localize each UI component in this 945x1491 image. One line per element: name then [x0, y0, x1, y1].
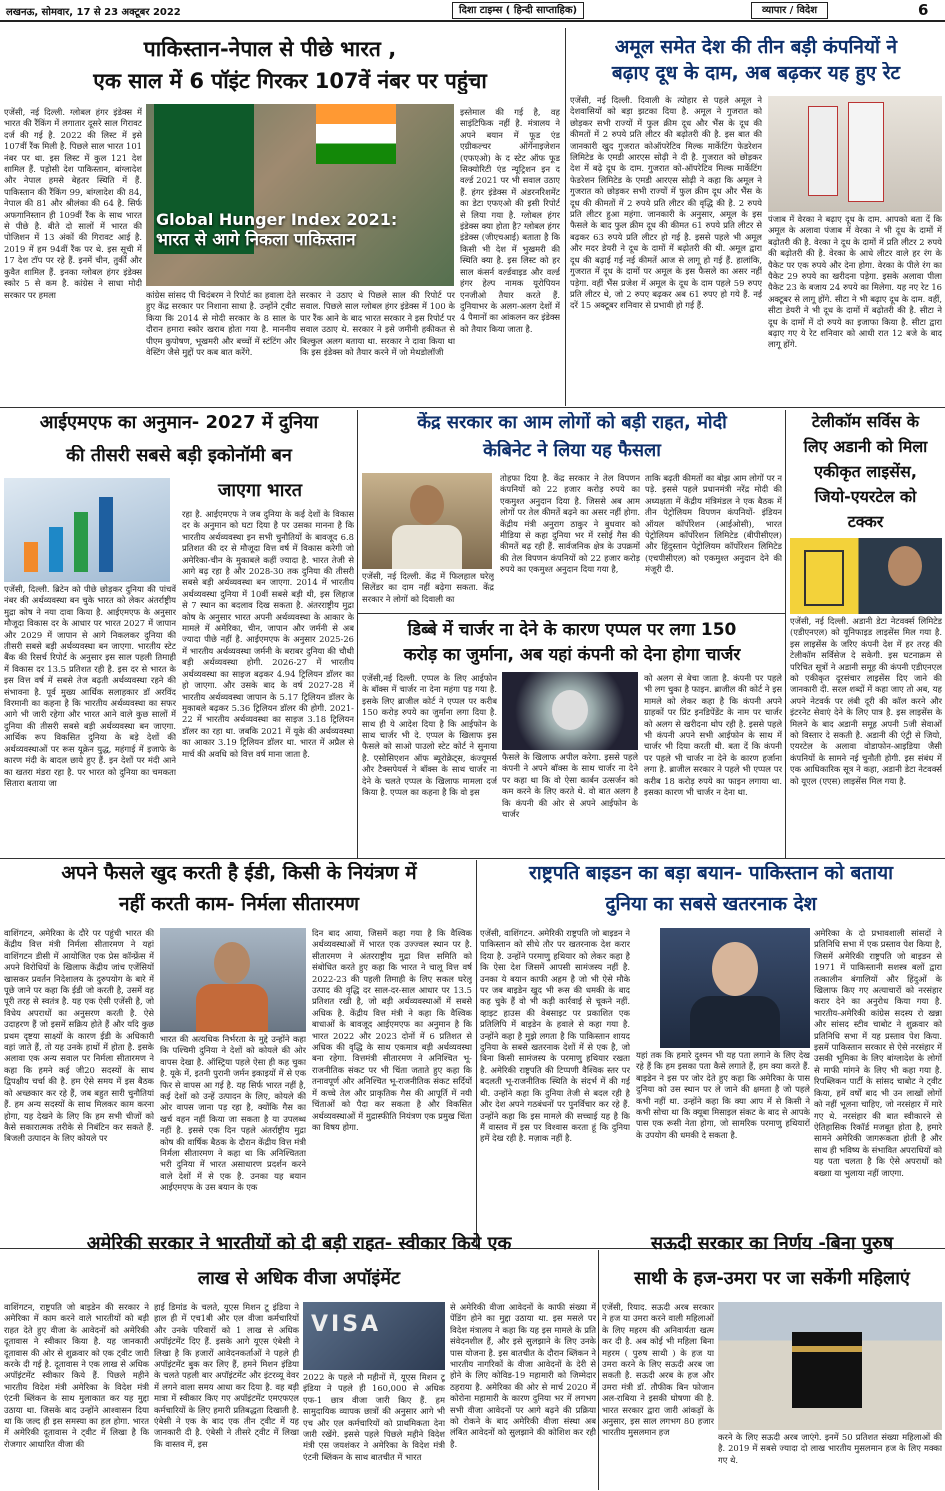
a5-headline-5: टक्कर — [847, 512, 884, 531]
a10-column-1: एजेंसी, रियाद. सऊदी अरब सरकार ने हज या उमरा करने वाली महिलाओं के लिए महरम की अनिवार्यता खत्म कर दी है. अब कोई भी महिला बिना महरम ( पुरुष साथी ) के हज या उमरा करने के लिए सऊदी अरब जा सकती है. सऊदी अरब के हज और उमरा मंत्री डॉ. तौफीक बिन फोजान अल-राबिया ने इसकी घोषणा की है. भारत सरकार द्वारा जारी आंकड़ों के अनुसार, इस साल लगभग 80 हजार भारतीय मुसलमान हज — [602, 1302, 714, 1438]
a9-headline-2: लाख से अधिक वीजा अपॉइंमेंट — [197, 1268, 401, 1289]
a3-headline-1: आईएमएफ का अनुमान- 2027 में दुनिया — [39, 412, 319, 433]
a2-column-2: पंजाब में वेरका ने बढ़ाए दूध के दाम. आपको बता दें कि अमूल के अलावा पंजाब में वेरका ने भी दूध के दामों में बढ़ोतरी की है. वेरका ने दूध के दामों में प्रति लीटर 2 रुपये की बढ़ोतरी की है. वेरका के आधे लीटर वाले हर रंग के पैकेट पर एक रुपये और देना होगा. वेरका के पीले रंग का पैकेट 29 रुपये का खरीदना पड़ेगा. इसके अलावा पीला पैकेट 23 के बजाय 24 रुपये का मिलेगा. यह नए रेट 16 अक्टूबर से लागू होंगे. सीटा ने भी बढ़ाए दूध के दाम. वहीं, सीटा डेयरी ने भी दूध के दामों में बढ़ोतरी की है. सीटा ने दूध के दामों में दो रुपये का इजाफा किया है. सीटा द्वारा बढ़ाए गए ये रेट शनिवार को आधी रात 12 बजे के बाद लागू होंगे. — [768, 214, 942, 350]
a8-column-3: अमेरिका के दो प्रभावशाली सांसदों ने प्रतिनिधि सभा में एक प्रस्ताव पेश किया है, जिसमें अमेरिकी राष्ट्रपति जो बाइडन से 1971 में पाकिस्तानी सशस्त्र बलों द्वारा तत्कालीन बंगालियों और हिंदुओं के खिलाफ किए गए अत्याचारों को नरसंहार करार देने का अनुरोध किया गया है. भारतीय-अमेरिकी कांग्रेस सदस्य रो खन्ना और सांसद स्टीव चाबोट ने शुक्रवार को प्रतिनिधि सभा में यह प्रस्ताव पेश किया. इसमें पाकिस्तान सरकार से ऐसे नरसंहार में उसकी भूमिका के लिए बांग्लादेश के लोगों से माफी मांगने के लिए भी कहा गया है. रिपब्लिकन पार्टी के सांसद चाबोट ने ट्वीट किया, हमें वर्षों बाद भी उन लाखों लोगों को नहीं भूलना चाहिए, जो नरसंहार में मारे गए थे. नरसंहार की बात स्वीकारने से ऐतिहासिक रिकॉर्ड मजबूत होता है, हमारे सामने अमेरिकी जागरूकता होती है और साथ ही भविष्य के संभावित अपराधियों को यह पता चलता है कि ऐसे अपराधों को बख्शा या भुलाया नहीं जाएगा. — [814, 928, 942, 1178]
a7-column-1: वाशिंगटन, अमेरिका के दौरे पर पहुंची भारत की केंद्रीय वित्त मंत्री निर्मला सीतारमण ने यहां वाशिंगटन डीसी में आयोजित एक प्रेस कॉन्फ्रेंस में अपने विरोधियों के खिलाफ केंद्रीय जांच एजेंसियों खासकर प्रवर्तन निदेशालय के दुरुपयोग के बारे में पूछे जाने पर कहा कि ईडी जो करती है, उसमें वह पूरी तरह से स्वतंत्र है. यह एक ऐसी एजेंसी है, जो विधेय अपराधों का अनुसरण करती है. ऐसे उदाहरण हैं जो इसमें सक्रिय होते हैं और यदि कुछ प्रथम दृष्टया साक्ष्यों के कारण ईडी के अधिकारी वहां जाते हैं, तो यह उनके हाथों में होता है. इसके अलावा एक अन्य सवाल पर निर्मला सीतारमण ने कहा कि हमने कई जी20 सदस्यों के साथ द्विपक्षीय चर्चा की है. हम ऐसे समय में इस बैठक को अच्छकार कर रहे हैं, जब बहुत सारी चुनौतियां हैं. हम अन्य सदस्यों के साथ मिलकर काम करना होगा, यह देखने के लिए कि हम सभी चीजों को कैसे सकारात्मक तरीके से निबंटिन कर सकते हैं. बिजली उत्पादन के लिए कोयले पर — [4, 928, 154, 1144]
a9-photo-visa — [303, 1302, 445, 1370]
a6-headline-1: डिब्बे में चार्जर ना देने के कारण एप्पल पर लगा 150 — [407, 620, 737, 640]
a2-photo-milk — [768, 96, 942, 212]
section-label: व्यापार / विदेश — [751, 2, 828, 19]
a2-headline-1: अमूल समेत देश की तीन बड़ी कंपनियों ने — [614, 36, 898, 58]
a4-column-1: एजेंसी, नई दिल्ली. केंद्र में फिलहाल घरेलू सिलेंडर का दाम नहीं बढ़ेगा सकता. केंद्र सरकार ने लोगों को दिवाली का — [362, 571, 494, 604]
a6-photo-apple-logo — [502, 672, 638, 750]
person-icon — [410, 485, 444, 525]
a7-column-3: दिन बाद आया, जिसमें कहा गया है कि वैश्विक अर्थव्यवस्थाओं में भारत एक उज्ज्वल स्थान पर है. सीतारमण ने अंतरराष्ट्रीय मुद्रा वित्त समिति को संबोधित करते हुए कहा कि भारत ने चालू वित्त वर्ष 2022-23 की पहली तिमाही के लिए सकल घरेलू उत्पाद की वृद्धि दर साल-दर-साल आधार पर 13.5 प्रतिशत रखी है, जो बड़ी अर्थव्यवस्थाओं में सबसे अधिक है. केंद्रीय वित्त मंत्री ने कहा कि वैश्विक बाधाओं के बावजूद आईएमएफ का अनुमान है कि भारत 2022 और 2023 दोनों में 6 प्रतिशत से अधिक की वृद्धि के साथ एकमात्र बड़ी अर्थव्यवस्था बना रहेगा. वित्तमंत्री सीतारमण ने अनिश्चित भू-राजनीतिक संकट पर भी चिंता जताते हुए कहा कि तनावपूर्ण और अनिश्चित भू-राजनीतिक संकट सर्दियों में कच्चे तेल और प्राकृतिक गैस की आपूर्ति में नयी चिंताओं को पैदा कर सकता है और विकसित अर्थव्यवस्थाओं में मुद्रास्फीति नियंत्रण एक प्रमुख चिंता का विषय होगा. — [312, 928, 472, 1132]
a1-column-1: एजेंसी, नई दिल्ली. ग्लोबल हंगर इंडेक्स में भारत की रैंकिंग में लगातार दूसरे साल गिरावट दर्ज की गई है. 2022 की लिस्ट में इसे 107वीं रैंक मिली है. पिछले साल भारत 101 नंबर पर था. इस लिस्ट में कुल 121 देश शामिल हैं. पड़ोसी देश पाकिस्तान, बांग्लादेश और नेपाल हमसे बेहतर स्थिति में हैं. पाकिस्तान की रैंकिंग 99, बांग्लादेश की 84, नेपाल की 81 और श्रीलंका की 64 है. सिर्फ अफगानिस्तान ही 109वीं रैंक के साथ भारत से पीछे है. बीते दो सालों में भारत की पोजिशन में 13 अंकों की गिरावट आई है. 2019 में हम 94वीं रैंक पर थे. इस सूची में 17 देश टॉप पर रहे हैं. इनमें चीन, तुर्की और कुवैत शामिल हैं. इनका ग्लोबल हंगर इंडेक्स स्कोर 5 से कम है. कांग्रेस ने साधा मोदी सरकार पर हमला — [4, 107, 142, 300]
milk-pack-icon — [808, 106, 838, 196]
a1-photo-title: Global Hunger Index 2021: — [156, 210, 398, 229]
paper-name: दिशा टाइम्स ( हिन्दी साप्ताहिक) — [452, 2, 584, 19]
tower-icon — [804, 550, 844, 606]
a5-photo-adani — [790, 538, 942, 614]
a9-column-4: से अमेरिकी वीजा आवेदनों के काफी संख्या में पेंडिंग होने का मुद्दा उठाया था. इस मसले पर विदेश मंत्रालय ने कहा कि यह इस मामले के प्रति संवेदनशील हैं, और इसे सुलझाने के लिए उनके पास योजना है. इस बातचीत के दौरान ब्लिंकन ने भारतीय नागरिकों के वीजा आवेदनों के देरी से होने के लिए कोविड-19 महामारी को जिम्मेदार ठहराया है. अमेरिका की ओर से मार्च 2020 में कोरोना महामारी के कारण दुनिया भर में लगभग सभी वीजा आवेदनों पर आगे बढ़ने की प्रक्रिया को रोकने के बाद अमेरिकी वीजा संस्था अब लंबित आवेदनों को सुलझाने की कोशिश कर रही है. — [450, 1302, 596, 1449]
a4-column-3: ताकि बढ़ती कीमतों का बोझ आम लोगों पर न पड़े. इससे पहले प्रधानमंत्री नरेंद्र मोदी की अध्यक्षता में केंद्रीय मंत्रिमंडल ने एक बैठक में तीन पेट्रोलियम विपणन कंपनियों- इंडियन ऑयल कॉर्पोरेशन (आईओसी), भारत पेट्रोलियम कॉर्पोरेशन लिमिटेड (बीपीसीएल) और हिंदुस्तान पेट्रोलियम कॉर्पोरेशन लिमिटेड (एचपीसीएल) को एकमुश्त अनुदान देने की मंजूरी दी. — [645, 473, 782, 575]
a8-headline-1: राष्ट्रपति बाइडन का बड़ा बयान- पाकिस्तान को बताया — [528, 862, 894, 884]
a7-headline-2: नहीं करती काम- निर्मला सीतारमण — [119, 893, 359, 915]
a10-headline-2: साथी के हज-उमरा पर जा सकेंगी महिलाएं — [634, 1268, 910, 1289]
a3-headline-2: की तीसरी सबसे बड़ी इकोनॉमी बन — [66, 445, 292, 466]
person-icon — [214, 942, 250, 984]
a1-photo — [146, 104, 454, 286]
a1-column-3: सरकार ने उठाए थे पिछले साल की रिपोर्ट पर सवाल. पिछले साल ग्लोबल हंगर इंडेक्स में 100 के पार रैंक आने के बाद भारत सरकार ने इस रिपोर्ट पर सवाल उठाए थे. सरकार ने इसे जमीनी हकीकत से बिल्कुल अलग बताया था. सरकार ने दावा किया था कि इस इंडेक्स को तैयार करने में जो मेथडोलॉजी — [300, 290, 455, 358]
a5-headline-4: जियो-एयरटेल को — [814, 487, 917, 506]
a1-photo-caption-2: भारत से आगे निकला पाकिस्तान — [156, 230, 356, 250]
a6-column-1: एजेंसी,नई दिल्ली. एप्पल के लिए आईफोन के बॉक्स में चार्जर ना देना महंगा पड़ गया है. इसके लिए ब्राजील कोर्ट ने एप्पल पर करीब 150 करोड़ रुपये का जुर्माना लगा दिया है. साथ ही ये आदेश दिया है कि आईफोन के साथ चार्जर भी दे. एप्पल के खिलाफ इस फैसले को साओ पाउलो स्टेट कोर्ट ने सुनाया है. एसोसिएशन ऑफ ब्यूरोक्रेट्स, कंज्यूमर्स और टैक्सपेयर्स ने बॉक्स के साथ चार्जर ना देने के चलते एप्पल के खिलाफ मामला दर्ज किया है. एप्पल का कहना है कि वो इस — [362, 673, 497, 798]
masthead — [0, 0, 945, 22]
a8-column-2: यहां तक कि हमारे दुश्मन भी यह पता लगाने के लिए देख रहे हैं कि हम इसका पता कैसे लगाते हैं, हम क्या करते हैं. बाइडेन ने इस पर जोर देते हुए कहा कि अमेरिका के पास दुनिया को उस स्थान पर ले जाने की क्षमता है जो पहले कभी नहीं था. उन्होंने कहा कि क्या आप में से किसी ने कभी सोचा था कि क्यूबा मिसाइल संकट के बाद से आपके पास एक रूसी नेता होगा, जो सामरिक परमाणु हथियारों के उपयोग की धमकी दे सकता है. — [636, 1050, 810, 1140]
person-icon — [712, 942, 758, 996]
a9-headline-1: अमेरिकी सरकार ने भारतीयों को दी बड़ी राहत- स्वीकार किये एक — [86, 1233, 512, 1254]
a4-photo-minister — [362, 473, 492, 569]
a8-headline-2: दुनिया का सबसे खतरनाक देश — [605, 893, 817, 915]
a10-column-2: करने के लिए सऊदी अरब जाएंगे. इनमें 50 प्रतिशत संख्या महिलाओं की है. 2019 में सबसे ज्यादा दो लाख भारतीय मुसलमान हज के लिए मक्का गए थे. — [718, 1432, 942, 1465]
a10-photo-kaaba — [718, 1302, 942, 1430]
visa-label: VISA — [311, 1312, 382, 1337]
a10-headline-1: सऊदी सरकार का निर्णय -बिना पुरुष — [650, 1233, 894, 1254]
a6-photo-caption: फैसले के खिलाफ अपील करेगा. इससे पहले कंपनी ने अपने बॉक्स के साथ चार्जर ना देने पर कहा था कि वो ऐसा कार्बन उत्सर्जन को कम करने के लिए करते थे. वो बात अलग है कि कंपनी की ओर से अपने आईफोन के चार्जर — [502, 752, 638, 820]
a8-column-1: एजेंसी, वाशिंगटन. अमेरिकी राष्ट्रपति जो बाइडन ने पाकिस्तान को सीधे तौर पर खतरनाक देश करार दिया है. उन्होंने परमाणु हथियार को लेकर कहा है कि ऐसा देश जिसमें आपसी सामंजस्य नहीं है. उनका ये बयान काफी अहम है जो भी ऐसे मौके पर जब बाइडेन खुद भी रूस की धमकी के बाद कह चुके हैं वो भी कड़ी कार्रवाई से चूकने नहीं. व्हाइट हाउस की वेबसाइट पर प्रकाशित एक प्रतिलिपि में बाइडेन के हवाले से कहा गया है. उन्होंने कहा है मुझे लगता है कि पाकिस्तान शायद दुनिया के सबसे खतरनाक देशों में से एक है, जो बिना किसी सामंजस्य के परमाणु हथियार रखता है. अमेरिकी राष्ट्रपति की टिप्पणी वैश्विक स्तर पर बदलती भू-राजनीतिक स्थिति के संदर्भ में की गई थी. उन्होंने कहा कि दुनिया तेजी से बदल रही है और देश अपने गठबंधनों पर पुनर्विचार कर रहे हैं. उन्होंने कहा कि इस मामले की सच्चाई यह है कि मैं वास्तव में इस पर विश्वास करता हूं कि दुनिया हमें देख रही है. मज़ाक नहीं है. — [480, 928, 630, 1144]
a7-headline-1: अपने फैसले खुद करती है ईडी, किसी के नियंत्रण में — [61, 862, 417, 884]
a5-headline-1: टेलीकॉम सर्विस के — [811, 412, 920, 431]
a8-photo-biden — [660, 928, 810, 1048]
a3-column-1: एजेंसी, दिल्ली. ब्रिटेन को पीछे छोड़कर दुनिया की पांचवें नंबर की अर्थव्यवस्था बन चुके भारत को लेकर अंतर्राष्ट्रीय मुद्रा कोष ने नया दावा किया है. आईएमएफ के अनुसार मौजूदा विकास दर के आधार पर भारत 2027 में जापान और 2029 में जापान से आगे निकलकर दुनिया की तीसरी सबसे बड़ी अर्थव्यवस्था बन जाएगा. भारतीय स्टेट बैंक की रिसर्च रिपोर्ट के अनुसार इस साल पहली तिमाही में विकास दर 13.5 प्रतिशत रही है. इस दर से भारत के इस वित्त वर्ष में सबसे तेज बढ़ती अर्थव्यवस्था रहने की संभावना है. पूर्व मुख्य आर्थिक सलाहकार डॉ अरविंद विरमानी का कहना है कि भारतीय अर्थव्यवस्था का सफर आगे भी जारी रहेगा और भारत आने वाले कुछ सालों में दुनिया की तीसरी सबसे बड़ी अर्थव्यवस्था बन जाएगा. आर्थिक रूप विकसित दुनिया के बड़े देशों की अर्थव्यवस्थाओं पर रूस यूक्रेन युद्ध, महंगाई में इजाफे के कारण मंदी के बादल छाये हुए हैं. इन देशों पर मंदी आने का खतरा मंडरा रहा है. पर भारत को दुनिया का चमकता सितारा बताया जा — [4, 584, 176, 788]
a9-column-2: हाई डिमांड के चलते, यूएस मिशन टू इंडिया ने हाल ही में एच1बी और एल वीजा कर्मचारियों और उनके परिवारों को 1 लाख से अधिक अपॉइंटमेंट दिए हैं. इसके आगे यूएस एंबेसी ने लिखा है कि हजारों आवेदनकर्ताओं ने पहले ही अपॉइंटमेंट बुक कर लिए हैं, हमने मिशन इंडिया के चलते पहली बार अपॉइंटमेंट और इंटरव्यू वेवर में लगने वाला समय आधा कर दिया है. वह बड़ी मात्रा में स्वीकार किए गए अपॉइंटमेंट एमएफएल कर्मचारियों के लिए हमारी प्रतिबद्धता दिखाती है. एंबेसी ने एक के बाद एक तीन ट्वीट में यह जानकारी दी है. एंबेसी ने तीसरे ट्वीट में लिखा कि वास्तव में, इस — [154, 1302, 299, 1449]
a7-column-2: भारत की अत्यधिक निर्भरता के मुद्दे उन्होंने कहा कि पश्चिमी दुनिया ने देशों को कोयले की ओर वापस देखा है. ऑस्ट्रिया पहले ऐसा ही कह चुका है. यूके में, इतनी पुरानी जर्मन इकाइयों में से एक फिर से वापस आ गई है. यह सिर्फ भारत नहीं है, कई देशों को उन्हें उत्पादन के लिए, कोयले की ओर वापस जाना पड़ रहा है, क्योंकि गैस का खर्च वहन नहीं किया जा सकता है या उपलब्ध नहीं है. इससे एक दिन पहले अंतर्राष्ट्रीय मुद्रा कोष की वार्षिक बैठक के दौरान केंद्रीय वित्त मंत्री निर्मला सीतारमण ने कहा था कि अनिश्चितता भरी दुनिया में भारत असाधारण प्रदर्शन करने वाले देशों में से एक है. उनका यह बयान आईएमएफ के उस बयान के एक — [160, 1034, 306, 1193]
a5-column-1: एजेंसी, नई दिल्ली. अडानी डेटा नेटवर्क्स लिमिटेड (एडीएनएल) को यूनिफाइड लाइसेंस मिल गया है. इस लाइसेंस के जरिए कंपनी देश में हर तरह की टेलीकॉम सर्विसेज दे सकेगी. इस घटनाक्रम से परिचित सूत्रों ने अडानी समूह की कंपनी एडीएनएल को एकीकृत दूरसंचार लाइसेंस दिए जाने की जानकारी दी. सरल शब्दों में कहा जाए तो अब, यह अपने नेटवर्क पर लंबी दूरी की कॉल करने और इंटरनेट सेवाएं देने के लिए पात्र है. इस लाइसेंस के मिलने के बाद अडानी समूह अपनी 5जी सेवाओं को विस्तार दे सकती है. अडानी की एंट्री से जियो, एयरटेल के अलावा वोडाफोन-आइडिया जैसी कंपनियों के सामने नई चुनौती होगी. इस संबंध में एक आधिकारिक सूत्र ने कहा, अडानी डेटा नेटवर्क्स को यूएल (एएस) लाइसेंस मिल गया है. — [790, 616, 942, 786]
a1-headline-1: पाकिस्तान-नेपाल से पीछे भारत , — [143, 37, 397, 61]
a3-headline-3: जाएगा भारत — [218, 480, 302, 501]
a9-column-1: वाशिंगटन, राष्ट्रपति जो बाइडेन की सरकार ने अमेरिका में काम करने वाले भारतीयों को बड़ी राहत देते हुए वीजा के आवेदनों को अमेरिकी दूतावास ने स्वीकार किया है. यह जानकारी दूतावास की ओर से शुक्रवार को एक ट्वीट जारी करके दी गई है. दूतावास ने एक लाख से अधिक अपॉइंटमेंट स्वीकार किये हैं. पिछले महीने भारतीय विदेश मंत्री अमेरिका के विदेश मंत्री एंटनी ब्लिंकन के साथ मुलाकात कर यह मुद्दा उठाया था. जिसके बाद उन्होंने आश्वासन दिया था कि जल्द ही इस समस्या का हल होगा. भारत में अमेरिकी दूतावास ने ट्वीट में लिखा है कि रोजगार आधारित वीजा की — [4, 1302, 149, 1449]
a2-headline-2: बढ़ाए दूध के दाम, अब बढ़कर यह हुए रेट — [611, 62, 901, 84]
a4-column-2: तोहफा दिया है. केंद्र सरकार ने तेल विपणन कंपनियों को 22 हजार करोड़ रुपये का एकमुश्त अनुदान दिया है. जिससे अब आम लोगों पर तेल कीमतें बढ़ने का असर नहीं होगा. केंद्रीय मंत्री अनुराग ठाकुर ने बुधवार को मीडिया से कहा दुनिया भर में रसोई गैस की कीमतें बढ़ रही हैं. सार्वजनिक क्षेत्र के उपक्रमों की तेल विपणन कंपनियों को 22 हजार करोड़ रुपये का एकमुश्त अनुदान दिया गया है, — [500, 473, 640, 575]
dateline: लखनऊ, सोमवार, 17 से 23 अक्टूबर 2022 — [6, 7, 181, 18]
a1-column-2: कांग्रेस सांसद पी चिदंबरम ने रिपोर्ट का हवाला देते हुए केंद्र सरकार पर निशाना साधा है. उन्होंने ट्वीट किया कि 2014 से मोदी सरकार के 8 साल के दौरान हमारा स्कोर खराब होता गया है. माननीय पीएम कुपोषण, भूखमरी और बच्चों में स्टंटिंग और वेस्टिंग जैसे मुद्दों पर कब बात करेंगे. — [146, 290, 296, 358]
a6-headline-2: करोड़ का जुर्माना, अब यहां कंपनी को देना होगा चार्जर — [403, 645, 741, 665]
a3-column-2: रहा है. आईएमएफ ने जब दुनिया के कई देशों के विकास दर के अनुमान को घटा दिया है पर उसका मानना है कि भारतीय अर्थव्यवस्था इन सभी चुनौतियों के बावजूद 6.8 प्रतिशत की दर से मौजूदा वित्त वर्ष में विकास करेगी जो अमेरिका-चीन के मुकाबले कहीं ज्यादा है. भारत तेजी से आगे बढ़ रहा है और 2028-30 तक दुनिया की तीसरी सबसे बड़ी अर्थव्यवस्था बन जाएगा. 2014 में भारतीय अर्थव्यवस्था दुनिया में 10वीं सबसे बड़ी थी, इस लिहाज से 7 स्थान का बदलाव दिख सकता है. अंतरराष्ट्रीय मुद्रा कोष के अनुसार भारत अपनी अर्थव्यवस्था के आकार के मामले में अमेरिका, चीन, जापान और जर्मनी से अब ज्यादा पीछे नहीं है. आईएमएफ के अनुसार 2025-26 में भारतीय अर्थव्यवस्था जर्मनी के बराबर दुनिया की चौथी बड़ी अर्थव्यवस्था होगी. 2026-27 में भारतीय अर्थव्यवस्था का साइज बढ़कर 4.94 ट्रिलियन डॉलर का हो जाएगा. और उसके बाद के वर्ष 2027-28 में भारतीय अर्थव्यवस्था जापान के 5.17 ट्रिलियन डॉलर के मुकाबले बढ़कर 5.36 ट्रिलियन डॉलर की होगी. 2021-22 में भारतीय अर्थव्यवस्था का साइज 3.18 ट्रिलियन डॉलर का रहा था. जबकि 2021 में यूके की अर्थव्यवस्था का आकार 3.19 ट्रिलियन डॉलर था. भारत में अप्रैल से मार्च की अवधि को वित्त वर्ष माना जाता है. — [182, 509, 354, 759]
person-icon — [888, 546, 922, 586]
a1-column-4: इस्तेमाल की गई है, वह साइंटिफिक नहीं है. मंत्रालय ने अपने बयान में फूड एंड एग्रीकल्चर ऑर्गेनाइजेशन (एफएओ) के द स्टेट ऑफ फूड सिक्योरिटी एंड न्यूट्रिशन इन द वर्ल्ड 2021 पर भी सवाल उठाए हैं. हंगर इंडेक्स में अंडरनरिशमेंट का डेटा एफएओ की इसी रिपोर्ट से लिया गया है. ग्लोबल हंगर इंडेक्स क्या होता है? ग्लोबल हंगर इंडेक्स (जीएचआई) बताता है कि किसी भी देश में भुखमरी की स्थिति क्या है. इस लिस्ट को हर साल कंसर्न वर्ल्डवाइड और वर्ल्ड हंगर हेल्प नामक यूरोपियन एनजीओ तैयार करते हैं. दुनियाभर के अलग-अलग देशों में 4 पैमानों का आंकलन कर इंडेक्स को तैयार किया जाता है. — [460, 107, 560, 334]
a5-headline-3: एकीकृत लाइसेंस, — [814, 462, 917, 481]
milk-pack-icon — [848, 102, 884, 202]
page-number: 6 — [918, 1, 929, 19]
a5-headline-2: लिए अडानी को मिला — [803, 437, 928, 456]
a9-column-3: 2022 के पहले नौ महीनों में, यूएस मिशन टू इंडिया ने पहले ही 160,000 से अधिक एफ-1 छात्र वीजा जारी किए हैं. हम सामुदायिक व्यापक छात्रों की अनुसार आगे भी एच और एल कर्मचारियों को प्राथमिकता देना जारी रखेंगे. इससे पहले पिछले महीने विदेश मंत्री एस जयशंकर ने अमेरिका के विदेश मंत्री एंटनी ब्लिंकन के साथ बातचीत में भारत — [303, 1372, 445, 1462]
a1-headline-2: एक साल में 6 पॉइंट गिरकर 107वें नंबर पर पहुंचा — [93, 69, 487, 93]
a4-headline-2: केबिनेट ने लिया यह फैसला — [483, 440, 661, 461]
apple-icon — [552, 690, 588, 730]
a6-column-2: को अलग से बेचा जाता है. कंपनी पर पहले भी लग चुका है फाइन. ब्राजील की कोर्ट ने इस मामले को लेकर कहा है कि कंपनी अपने ग्राहकों पर प्रिंट इनडिपेंडेंट के नाम पर चार्जर को अलग से खरीदना थोप रही है. इससे पहले भी कंपनी अपने सभी आईफोन के साथ में चार्जर भी दिया करती थी. बता दें कि कंपनी पर पहले भी चार्जर ना देने के कारण हर्जाना लगा है. ब्राजील सरकार ने पहले भी एप्पल पर करीब 18 करोड़ रुपये का फाइन लगाया था. इसका कारण भी चार्जर न देना था. — [644, 673, 782, 798]
flag-india-icon — [316, 104, 396, 164]
a2-column-1: एजेंसी, नई दिल्ली. दिवाली के त्योहार से पहले अमूल ने देशवासियों को बड़ा झटका दिया है. अमूल ने गुजरात को छोड़कर सभी राज्यों में फुल क्रीम दूध और भैंस के दूध की कीमतों में 2 रुपये प्रति लीटर की बढ़ोतरी की है. इस बात की जानकारी खुद गुजरात कोऑपरेटिव मिल्क मार्केटिंग फेडरेशन लिमिटेड के एमडी आरएस सोढ़ी ने दी है. गुजरात को छोड़कर देश में बढ़े दूध के दाम. गुजरात को-ऑपरेटिव मिल्क मार्केटिंग फेडरेशन लिमिटेड के एमडी आरएस सोढ़ी ने कहा कि अमूल ने गुजरात को छोड़कर सभी राज्यों में फुल क्रीम दूध और भैंस के दूध की कीमतों में 2 रुपये प्रति लीटर की वृद्धि की है. 2 रुपये प्रति लीटर हुआ महंगा. जानकारी के अनुसार, अमूल के इस फैसले के बाद फुल क्रीम दूध की कीमत 61 रुपये प्रति लीटर से बढ़कर 63 रुपये प्रति लीटर हो गई है. इससे पहले भी अमूल और मदर डेयरी ने दूध के दामों में बढ़ोतरी की थी. अमूल द्वारा दूध की बढ़ाई गई नई कीमतें आज से लागू हो गई हैं. हालांकि, गुजरात में दूध के दामों पर अमूल के इस फैसले का असर नहीं पड़ेगा. वहीं भैंस प्रजेश में अमूल के दूध के दाम पहले 59 रुपए प्रति लीटर थे, जो 2 रुपए बढ़कर अब 61 रुपए हो गये हैं. नई दरें 15 अक्टूबर शनिवार से प्रभावी हो गई हैं. — [570, 95, 762, 311]
a4-headline-1: केंद्र सरकार का आम लोगों को बड़ी राहत, मोदी — [417, 412, 727, 433]
a3-photo-graph — [4, 478, 170, 582]
a7-photo-sitharaman — [160, 928, 306, 1032]
kaaba-icon — [792, 1332, 862, 1408]
